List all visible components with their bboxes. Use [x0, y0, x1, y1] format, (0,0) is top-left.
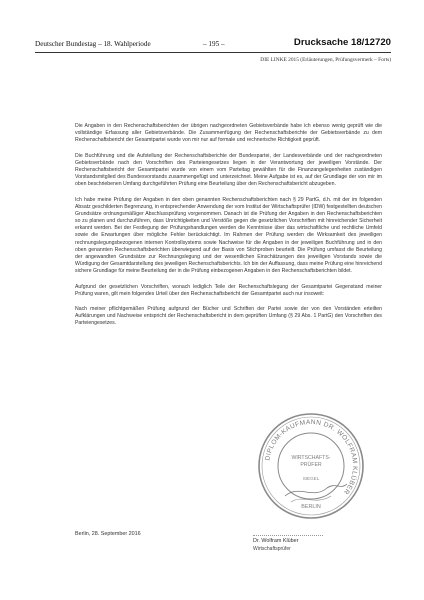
report-body	[75, 123, 382, 336]
seal-city: BERLIN	[301, 504, 321, 510]
auditor-name: Dr. Wolfram Klüber	[253, 538, 299, 544]
header-publication: Deutscher Bundestag – 18. Wahlperiode	[35, 40, 151, 48]
paragraph-audit-method: Ich habe meine Prüfung der Angaben in den oben genannten Rechenschaftsberichten nach § 29 PartG, d.h. mit der im folgenden Absatz geschilderten Begrenzung, in entsprechender Anwendung der vom Institut der Wirtschaftsprüfer (IDW) festgestellten deutschen Grundsätze ordnungsmäßiger Abschlussprüfung vorgenommen. Danach ist die Prüfung der Angaben in den Rechenschaftsberichten so zu planen und durchzuführen, dass Unrichtigkeiten und Verstöße gegen die gesetzlichen Vorschriften mit hinreichender Sicherheit erkannt werden. Bei der Festlegung der Prüfungshandlungen werden die Kenntnisse über das wirtschaftliche und rechtliche Umfeld sowie die Erwartungen über mögliche Fehler berücksichtigt. Im Rahmen der Prüfung werden die Wirksamkeit des jeweiligen rechnungslegungsbezogenen internen Kontrollsystems sowie Nachweise für die Angaben in der jeweiligen Buchführung und in den oben genannten Rechenschaftsberichten überwiegend auf der Basis von Stichproben beurteilt. Die Prüfung umfasst die Beurteilung der angewandten Grundsätze zur Rechnungslegung und der wesentlichen Einschätzungen des jeweiligen Vorstands sowie die Würdigung der Gesamtdarstellung des jeweiligen Rechenschaftsberichts. Ich bin der Auffassung, dass meine Prüfung eine hinreichend sichere Grundlage für meine Beurteilung der in die Prüfung einbezogenen Angaben in den Rechenschaftsberichten bildet.	[75, 196, 382, 275]
paragraph-scope: Die Angaben in den Rechenschaftsberichten der übrigen nachgeordneten Gebietsverbände habe ich ebenso wenig geprüft wie die vollständige Erfassung aller Gebietsverbände. Die Zusammenfügung der Rechenschaftsberichte der Gebietsverbände zu dem Rechenschaftsbericht der Gesamtpartei wurde von mir nur auf formale und rechnerische Richtigkeit geprüft.	[75, 123, 382, 144]
paragraph-opinion: Nach meiner pflichtgemäßen Prüfung aufgrund der Bücher und Schriften der Partei sowie der von den Vorständen erteilten Aufklärungen und Nachweise entspricht der Rechenschaftsbericht in dem geprüften Umfang (§ 29 Abs. 1 PartG) den Vorschriften des Parteiengesetzes.	[75, 305, 382, 327]
seal-ring-text: DIPLOM-KAUFMANN DR. WOLFRAM KLÜBER	[264, 418, 359, 496]
page-header	[35, 37, 391, 51]
header-page-number: – 195 –	[203, 40, 225, 48]
paragraph-limitation: Aufgrund der gesetzlichen Vorschriften, wonach lediglich Teile der Rechenschaftslegung der Gesamtpartei Gegenstand meiner Prüfung waren, gilt mein folgendes Urteil über den Rechenschaftsbericht der Gesamtpartei auch nur insoweit:	[75, 283, 382, 297]
auditor-seal	[255, 410, 367, 522]
section-subheader: DIE LINKE 2015 (Erläuterungen, Prüfungsvermerk – Forts)	[260, 57, 391, 63]
auditor-title: Wirtschaftsprüfer	[253, 546, 291, 552]
paragraph-responsibility: Die Buchführung und die Aufstellung der Rechenschaftsberichte der Bundespartei, der Landesverbände und der nachgeordneten Gebietsverbände nach den Vorschriften des Parteiengesetzes liegen in der Verantwortung der jeweiligen Vorstände. Der Rechenschaftsbericht der Gesamtpartei wurde von einem vom Parteitag gewählten für die Finanzangelegenheiten zuständigen Vorstandsmitglied des Bundesvorstands zusammengefügt und unterzeichnet. Meine Aufgabe ist es, auf der Grundlage der von mir im oben beschriebenen Umfang durchgeführten Prüfung eine Beurteilung über den Rechenschaftsbericht abzugeben.	[75, 152, 382, 188]
header-rule	[35, 52, 391, 53]
seal-center-line-1: WIRTSCHAFTS-	[291, 455, 331, 461]
seal-center-line-2: PRÜFER	[300, 462, 322, 468]
place-and-date: Berlin, 28. September 2016	[75, 531, 141, 537]
header-drucksache: Drucksache 18/12720	[293, 37, 391, 48]
signature-line	[253, 535, 323, 536]
seal-inner-label: SIEGEL	[302, 476, 320, 481]
